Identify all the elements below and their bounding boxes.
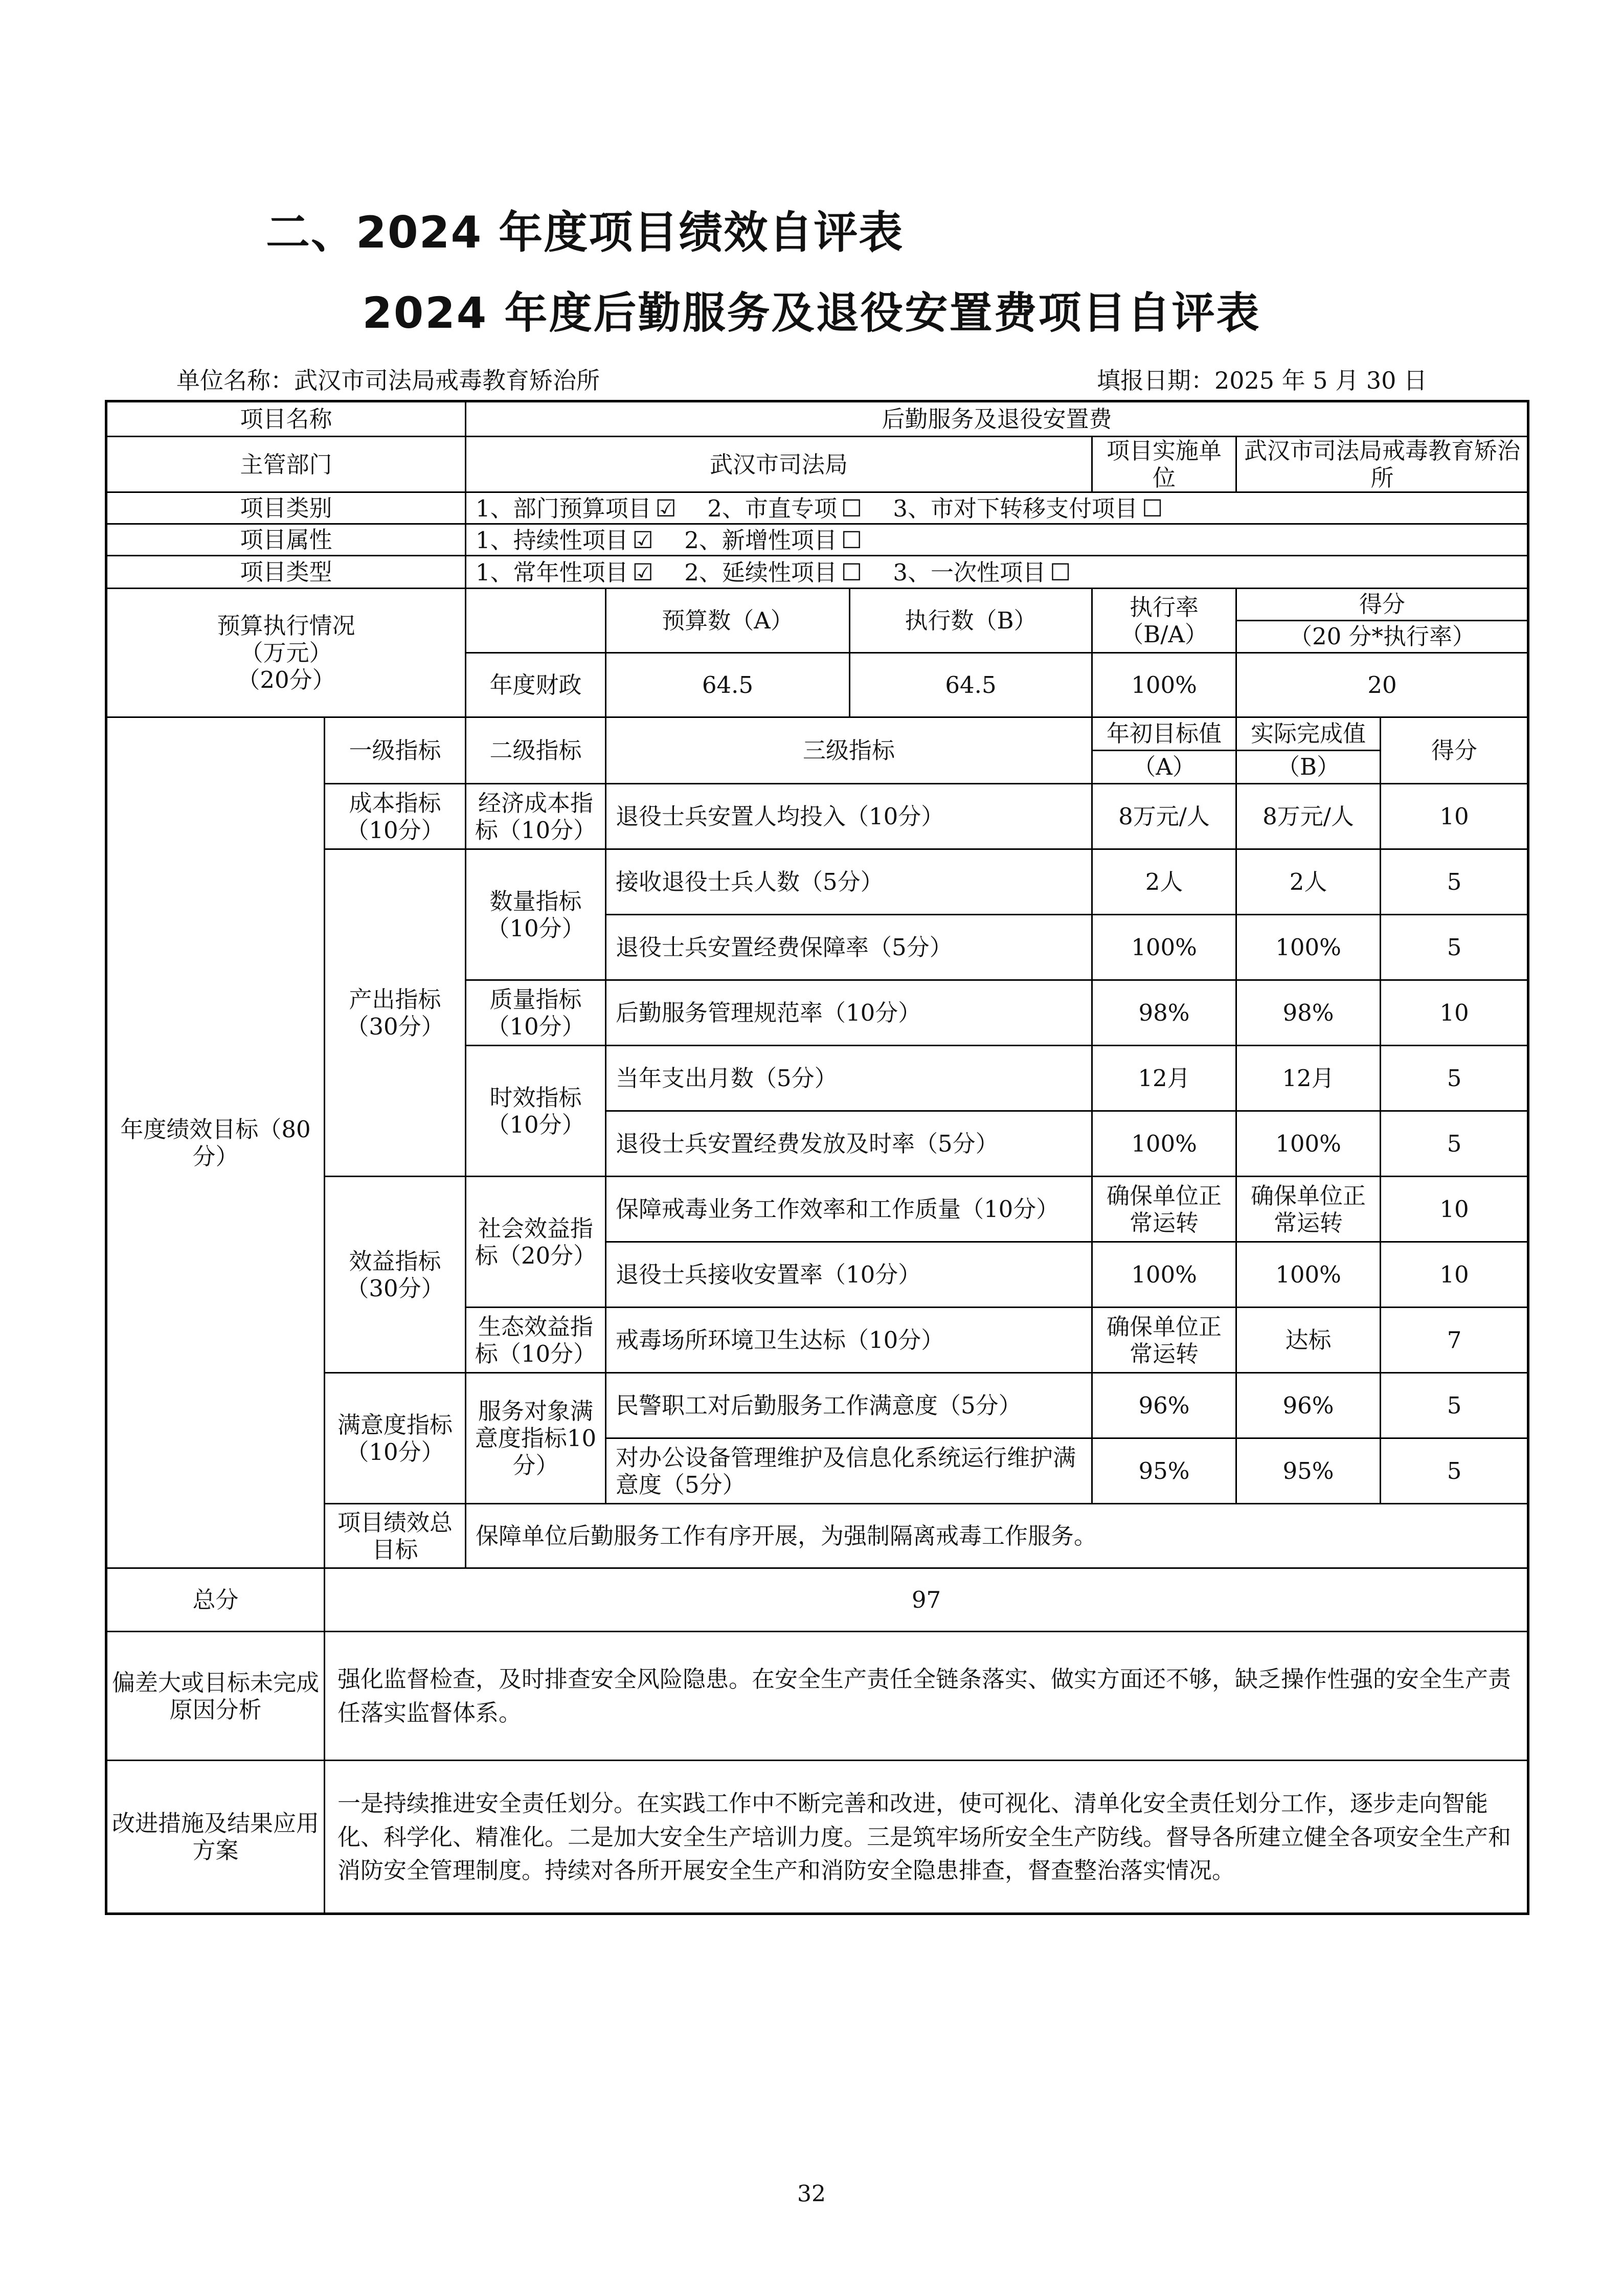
score-value: 7 [1381, 1308, 1528, 1373]
indicator-name: 退役士兵安置人均投入（10分） [606, 784, 1092, 849]
indicator-name: 接收退役士兵人数（5分） [606, 849, 1092, 915]
dept-label: 主管部门 [106, 437, 466, 492]
cost-indicator: 成本指标（10分） [325, 784, 466, 849]
budget-col-b: 执行数（B） [850, 589, 1092, 653]
impl-unit-value: 武汉市司法局戒毒教育矫治所 [1236, 437, 1528, 492]
actual-value: 确保单位正常运转 [1236, 1177, 1381, 1242]
indicator-name: 退役士兵安置经费发放及时率（5分） [606, 1111, 1092, 1177]
perf-label: 年度绩效目标（80分） [106, 717, 325, 1568]
indicator-name: 保障戒毒业务工作效率和工作质量（10分） [606, 1177, 1092, 1242]
indicator-name: 戒毒场所环境卫生达标（10分） [606, 1308, 1092, 1373]
indicator-name: 退役士兵安置经费保障率（5分） [606, 915, 1092, 980]
benefit-indicator: 效益指标（30分） [325, 1177, 466, 1373]
category-label: 项目类别 [106, 492, 466, 524]
checkbox-checked-icon[interactable]: ☑ [632, 558, 653, 586]
page-number: 32 [797, 2181, 826, 2207]
type-options [466, 556, 1528, 589]
attr-options [466, 524, 1528, 556]
actual-value: 96% [1236, 1373, 1381, 1438]
perf-header-l3: 三级指标 [606, 717, 1092, 784]
category-option: 3、市对下转移支付项目 ☐ [893, 494, 1163, 522]
budget-blank [466, 589, 606, 653]
budget-score-value: 20 [1236, 653, 1528, 717]
score-value: 5 [1381, 1373, 1528, 1438]
checkbox-unchecked-icon[interactable]: ☐ [841, 558, 863, 586]
actual-value: 8万元/人 [1236, 784, 1381, 849]
improve-label: 改进措施及结果应用方案 [106, 1761, 325, 1914]
budget-rate-value: 100% [1092, 653, 1236, 717]
attr-option: 2、新增性项目 ☐ [684, 526, 863, 554]
actual-value: 2人 [1236, 849, 1381, 915]
category-option: 2、市直专项 ☐ [707, 494, 863, 522]
budget-col-rate: 执行率 （B/A） [1092, 589, 1236, 653]
indicator-name: 退役士兵接收安置率（10分） [606, 1242, 1092, 1308]
type-option: 1、常年性项目 ☑ [476, 558, 653, 586]
checkbox-unchecked-icon[interactable]: ☐ [1050, 558, 1071, 586]
target-value: 2人 [1092, 849, 1236, 915]
output-indicator: 产出指标（30分） [325, 849, 466, 1177]
satisfaction-indicator: 满意度指标（10分） [325, 1373, 466, 1504]
target-value: 100% [1092, 1242, 1236, 1308]
total-value: 97 [325, 1568, 1528, 1632]
target-value: 100% [1092, 915, 1236, 980]
perf-header-l2: 二级指标 [466, 717, 606, 784]
project-name-label: 项目名称 [106, 401, 466, 437]
evaluation-table [105, 400, 1529, 1915]
score-value: 10 [1381, 980, 1528, 1046]
score-value: 5 [1381, 1111, 1528, 1177]
target-value: 确保单位正常运转 [1092, 1308, 1236, 1373]
target-value: 确保单位正常运转 [1092, 1177, 1236, 1242]
type-label: 项目类型 [106, 556, 466, 589]
perf-header-target: 年初目标值 （A） [1092, 717, 1236, 784]
total-label: 总分 [106, 1568, 325, 1632]
timeliness-indicator: 时效指标（10分） [466, 1046, 606, 1177]
type-option: 2、延续性项目 ☐ [684, 558, 863, 586]
perf-header-actual: 实际完成值 （B） [1236, 717, 1381, 784]
checkbox-unchecked-icon[interactable]: ☐ [841, 494, 863, 522]
impl-unit-label: 项目实施单位 [1092, 437, 1236, 492]
actual-value: 100% [1236, 1111, 1381, 1177]
score-value: 5 [1381, 915, 1528, 980]
actual-value: 100% [1236, 915, 1381, 980]
form-title: 2024 年度后勤服务及退役安置费项目自评表 [362, 288, 1261, 338]
goal-label: 项目绩效总目标 [325, 1504, 466, 1568]
eco-benefit-indicator: 生态效益指标（10分） [466, 1308, 606, 1373]
fill-date: 填报日期：2025 年 5 月 30 日 [1097, 367, 1427, 394]
actual-value: 98% [1236, 980, 1381, 1046]
category-option: 1、部门预算项目 ☑ [476, 494, 677, 522]
budget-col-a: 预算数（A） [606, 589, 850, 653]
type-option: 3、一次性项目 ☐ [893, 558, 1071, 586]
target-value: 8万元/人 [1092, 784, 1236, 849]
service-satisfaction-indicator: 服务对象满意度指标10分） [466, 1373, 606, 1504]
score-value: 5 [1381, 1438, 1528, 1504]
perf-header-score: 得分 [1381, 717, 1528, 784]
indicator-name: 民警职工对后勤服务工作满意度（5分） [606, 1373, 1092, 1438]
indicator-name: 当年支出月数（5分） [606, 1046, 1092, 1111]
budget-col-score: 得分 （20 分*执行率） [1236, 589, 1528, 653]
unit-name: 单位名称：武汉市司法局戒毒教育矫治所 [176, 367, 600, 394]
actual-value: 95% [1236, 1438, 1381, 1504]
section-heading: 二、2024 年度项目绩效自评表 [266, 207, 904, 258]
actual-value: 达标 [1236, 1308, 1381, 1373]
checkbox-checked-icon[interactable]: ☑ [655, 494, 677, 522]
social-benefit-indicator: 社会效益指标（20分） [466, 1177, 606, 1308]
budget-row-label: 年度财政 [466, 653, 606, 717]
budget-b-value: 64.5 [850, 653, 1092, 717]
actual-value: 12月 [1236, 1046, 1381, 1111]
quantity-indicator: 数量指标（10分） [466, 849, 606, 980]
score-value: 5 [1381, 849, 1528, 915]
target-value: 95% [1092, 1438, 1236, 1504]
dept-value: 武汉市司法局 [466, 437, 1092, 492]
budget-label: 预算执行情况 （万元） （20分） [106, 589, 466, 717]
target-value: 100% [1092, 1111, 1236, 1177]
score-value: 10 [1381, 1242, 1528, 1308]
econ-cost-indicator: 经济成本指标（10分） [466, 784, 606, 849]
project-name-value: 后勤服务及退役安置费 [466, 401, 1528, 437]
target-value: 98% [1092, 980, 1236, 1046]
checkbox-unchecked-icon[interactable]: ☐ [1142, 494, 1163, 522]
score-value: 10 [1381, 784, 1528, 849]
score-value: 10 [1381, 1177, 1528, 1242]
quality-indicator: 质量指标（10分） [466, 980, 606, 1046]
deviation-label: 偏差大或目标未完成原因分析 [106, 1632, 325, 1761]
target-value: 12月 [1092, 1046, 1236, 1111]
deviation-text: 强化监督检查，及时排查安全风险隐患。在安全生产责任全链条落实、做实方面还不够，缺乏操作性强的安全生产责任落实监督体系。 [325, 1632, 1528, 1761]
checkbox-checked-icon[interactable]: ☑ [632, 526, 653, 554]
attr-label: 项目属性 [106, 524, 466, 556]
budget-a-value: 64.5 [606, 653, 850, 717]
indicator-name: 对办公设备管理维护及信息化系统运行维护满意度（5分） [606, 1438, 1092, 1504]
perf-header-l1: 一级指标 [325, 717, 466, 784]
category-options [466, 492, 1528, 524]
target-value: 96% [1092, 1373, 1236, 1438]
score-value: 5 [1381, 1046, 1528, 1111]
improve-text: 一是持续推进安全责任划分。在实践工作中不断完善和改进，使可视化、清单化安全责任划分工作，逐步走向智能化、科学化、精准化。二是加大安全生产培训力度。三是筑牢场所安全生产防线。督导各所建立健全各项安全生产和消防安全管理制度。持续对各所开展安全生产和消防安全隐患排查，督查整治落实情况。 [325, 1761, 1528, 1914]
checkbox-unchecked-icon[interactable]: ☐ [841, 526, 863, 554]
goal-value: 保障单位后勤服务工作有序开展，为强制隔离戒毒工作服务。 [466, 1504, 1528, 1568]
attr-option: 1、持续性项目 ☑ [476, 526, 653, 554]
actual-value: 100% [1236, 1242, 1381, 1308]
indicator-name: 后勤服务管理规范率（10分） [606, 980, 1092, 1046]
